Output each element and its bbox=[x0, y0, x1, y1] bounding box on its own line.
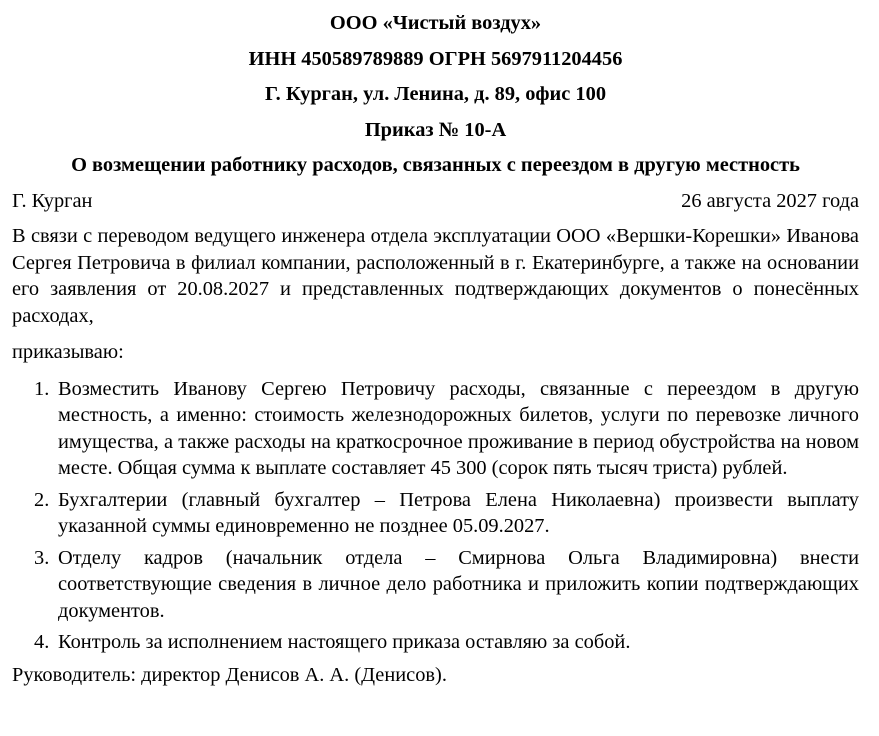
company-name: ООО «Чистый воздух» bbox=[329, 12, 542, 34]
order-number: Приказ № 10-А bbox=[364, 118, 507, 141]
list-item bbox=[12, 487, 859, 540]
signature-line: Руководитель: директор Денисов А. А. (Денисов). bbox=[12, 663, 447, 686]
list-item-text: Отделу кадров (начальник отдела – Смирнова Ольга Владимировна) внести соответствующие сведения в личное дело работника и приложить копии подтверждающих документов. bbox=[58, 546, 859, 622]
intro-paragraph: В связи с переводом ведущего инженера отдела эксплуатации ООО «Вершки-Корешки» Иванова Сергея Петровича в филиал компании, расположенный в г. Екатеринбурге, а также на основании его заявления от 20.08.2027 и представленных подтверждающих документов о понесённых расходах, bbox=[12, 225, 859, 327]
order-date: 26 августа 2027 года bbox=[681, 189, 859, 212]
list-item-number: 2. bbox=[34, 488, 50, 511]
order-items-list bbox=[12, 376, 859, 656]
order-place: Г. Курган bbox=[12, 189, 93, 212]
list-item-number: 4. bbox=[34, 631, 50, 653]
list-item bbox=[12, 376, 859, 482]
order-word: приказываю: bbox=[12, 341, 124, 363]
company-address: Г. Курган, ул. Ленина, д. 89, офис 100 bbox=[264, 83, 607, 105]
list-item-number: 1. bbox=[34, 377, 50, 400]
list-item bbox=[12, 629, 859, 656]
list-item bbox=[12, 545, 859, 625]
list-item-number: 3. bbox=[34, 546, 50, 569]
list-item-text: Контроль за исполнением настоящего приказа оставляю за собой. bbox=[58, 631, 631, 653]
order-subject: О возмещении работнику расходов, связанных с переездом в другую местность bbox=[71, 154, 800, 176]
list-item-text: Возместить Иванову Сергею Петровичу расходы, связанные с переездом в другую местность, а именно: стоимость железнодорожных билетов, услуги по перевозке личного имущества, а также расходы на краткосрочное проживание в период обустройства на новом месте. Общая сумма к выплате составляет 45 300 (сорок пять тысяч триста) рублей. bbox=[58, 377, 859, 479]
list-item-text: Бухгалтерии (главный бухгалтер – Петрова Елена Николаевна) произвести выплату указанной суммы единовременно не позднее 05.09.2027. bbox=[58, 488, 859, 537]
place-date-row bbox=[12, 188, 859, 215]
company-requisites: ИНН 450589789889 ОГРН 5697911204456 bbox=[248, 47, 623, 70]
